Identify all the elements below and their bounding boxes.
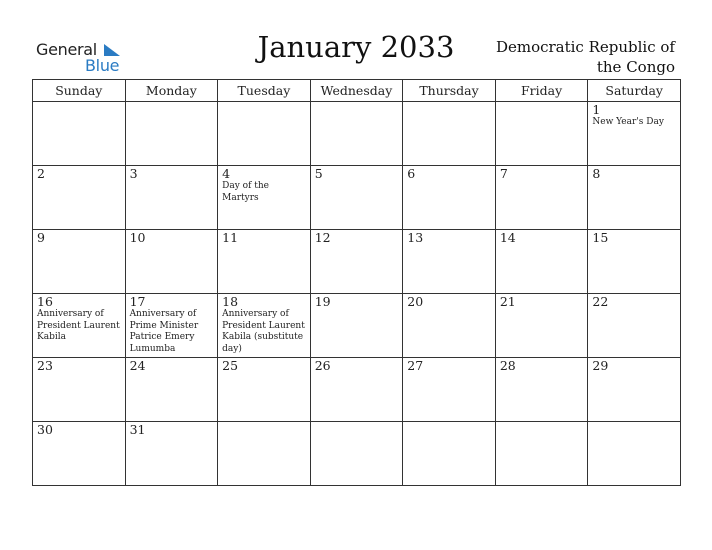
day-number: 27 <box>407 358 424 373</box>
day-cell <box>495 230 588 294</box>
day-cell <box>588 230 681 294</box>
day-cell <box>218 294 311 358</box>
day-cell <box>588 358 681 422</box>
day-cell <box>33 102 126 166</box>
day-cell <box>495 102 588 166</box>
day-number: 21 <box>499 294 516 309</box>
day-cell <box>403 422 496 486</box>
day-cell <box>218 102 311 166</box>
day-number: 30 <box>37 422 53 437</box>
day-cell <box>403 294 496 358</box>
day-cell <box>495 422 588 486</box>
day-number: 1 <box>592 102 601 117</box>
day-number: 31 <box>129 422 146 437</box>
day-cell <box>403 102 496 166</box>
day-cell <box>125 102 218 166</box>
day-cell <box>588 102 681 166</box>
day-cell <box>125 294 218 358</box>
day-number: 23 <box>37 358 53 373</box>
holiday-label: New Year's Day <box>592 117 664 127</box>
day-cell <box>495 166 588 230</box>
day-cell <box>310 230 403 294</box>
day-cell <box>33 358 126 422</box>
weekday-header-row <box>33 80 681 102</box>
week-row <box>33 294 681 358</box>
day-cell <box>125 358 218 422</box>
page-title: January 2033 <box>257 30 455 64</box>
day-cell <box>310 358 403 422</box>
day-cell <box>125 422 218 486</box>
day-cell <box>310 166 403 230</box>
brand-name-general: General <box>36 40 97 59</box>
day-number: 11 <box>222 230 239 245</box>
week-row <box>33 230 681 294</box>
day-number: 19 <box>314 294 331 309</box>
day-cell <box>588 422 681 486</box>
day-number: 3 <box>129 166 138 181</box>
day-cell <box>33 230 126 294</box>
day-cell <box>588 294 681 358</box>
holiday-label: Anniversary of Prime Minister Patrice Emery Lumumba <box>129 309 199 354</box>
day-number: 4 <box>222 166 231 181</box>
day-number: 5 <box>314 166 323 181</box>
day-number: 28 <box>499 358 516 373</box>
day-cell <box>218 166 311 230</box>
weekday-header: Wednesday <box>310 80 403 102</box>
day-cell <box>218 230 311 294</box>
day-cell <box>403 230 496 294</box>
holiday-label: Anniversary of President Laurent Kabila <box>37 309 120 342</box>
day-number: 2 <box>37 166 45 181</box>
day-number: 6 <box>407 166 416 181</box>
day-number: 25 <box>222 358 239 373</box>
day-cell <box>218 422 311 486</box>
weekday-header: Thursday <box>403 80 496 102</box>
day-number: 14 <box>499 230 516 245</box>
day-number: 22 <box>592 294 609 309</box>
day-number: 18 <box>222 294 239 309</box>
day-cell <box>33 422 126 486</box>
day-number: 16 <box>37 294 53 309</box>
holiday-label: Anniversary of President Laurent Kabila (substitute day) <box>222 309 305 354</box>
day-cell <box>403 358 496 422</box>
day-cell <box>125 230 218 294</box>
day-cell <box>33 166 126 230</box>
day-number: 17 <box>129 294 146 309</box>
day-cell <box>588 166 681 230</box>
day-cell <box>310 102 403 166</box>
day-cell <box>218 358 311 422</box>
day-cell <box>310 422 403 486</box>
weekday-header: Friday <box>495 80 588 102</box>
day-number: 29 <box>592 358 609 373</box>
weekday-header: Sunday <box>33 80 126 102</box>
day-cell <box>403 166 496 230</box>
day-cell <box>495 358 588 422</box>
week-row <box>33 102 681 166</box>
holiday-label: Day of the Martyrs <box>222 181 270 203</box>
week-row <box>33 358 681 422</box>
country-name: Democratic Republic of the Congo <box>495 38 675 76</box>
day-number: 26 <box>314 358 331 373</box>
day-number: 13 <box>407 230 424 245</box>
day-cell <box>33 294 126 358</box>
weekday-header: Saturday <box>588 80 681 102</box>
day-number: 24 <box>129 358 146 373</box>
day-number: 7 <box>499 166 508 181</box>
day-number: 8 <box>592 166 601 181</box>
day-cell <box>495 294 588 358</box>
day-number: 10 <box>129 230 146 245</box>
week-row <box>33 422 681 486</box>
day-number: 20 <box>407 294 424 309</box>
weekday-header: Tuesday <box>218 80 311 102</box>
week-row <box>33 166 681 230</box>
brand-name-blue: Blue <box>85 56 120 75</box>
day-number: 9 <box>37 230 45 245</box>
day-number: 15 <box>592 230 609 245</box>
day-cell <box>125 166 218 230</box>
calendar-grid <box>32 79 681 486</box>
day-cell <box>310 294 403 358</box>
weekday-header: Monday <box>125 80 218 102</box>
day-number: 12 <box>314 230 331 245</box>
